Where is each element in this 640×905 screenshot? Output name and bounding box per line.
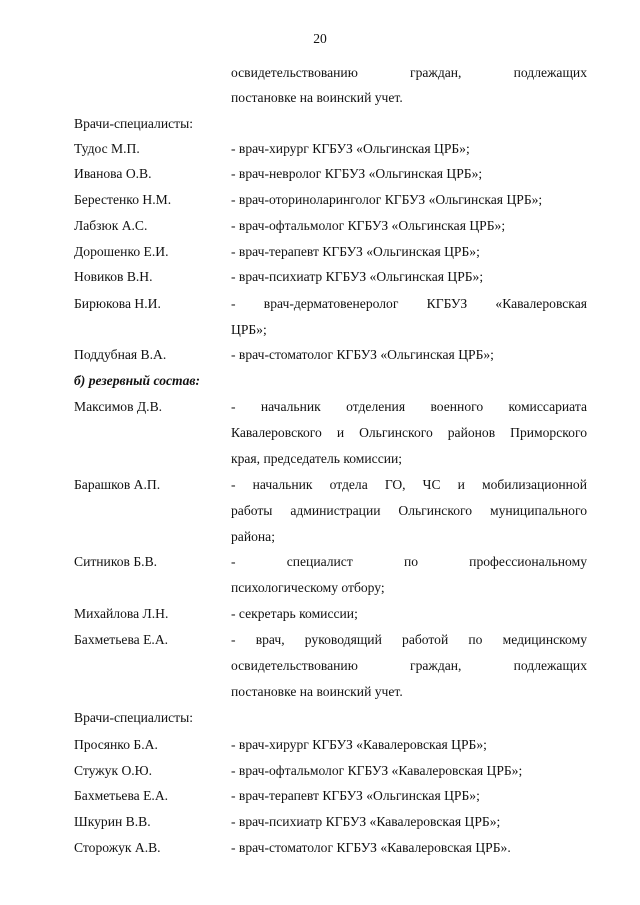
member-role: - врач-терапевт КГБУЗ «Ольгинская ЦРБ»; — [231, 244, 480, 259]
member-role-line-1: - специалист по профессиональному — [231, 554, 587, 569]
member-name: Тудос М.П. — [74, 141, 140, 156]
member-role-line-1: - начальник отделения военного комиссариата — [231, 399, 587, 414]
member-name: Иванова О.В. — [74, 166, 152, 181]
member-name: Михайлова Л.Н. — [74, 606, 169, 621]
member-name: Бахметьева Е.А. — [74, 632, 169, 647]
member-role: - врач-офтальмолог КГБУЗ «Ольгинская ЦРБ»; — [231, 218, 506, 233]
continuation-line-2: постановке на воинский учет. — [231, 90, 403, 105]
member-name: Просянко Б.А. — [74, 737, 158, 752]
member-name: Новиков В.Н. — [74, 269, 153, 284]
member-role-line-1: - врач, руководящий работой по медицинскому — [231, 632, 587, 647]
member-name: Поддубная В.А. — [74, 347, 167, 362]
member-name: Барашков А.П. — [74, 477, 161, 492]
member-name: Ситников Б.В. — [74, 554, 158, 569]
member-role-line-3: края, председатель комиссии; — [231, 451, 403, 466]
member-role-line-1: - начальник отдела ГО, ЧС и мобилизационной — [231, 477, 587, 492]
member-role: - врач-хирург КГБУЗ «Ольгинская ЦРБ»; — [231, 141, 470, 156]
member-role: - секретарь комиссии; — [231, 606, 358, 621]
member-name: Дорошенко Е.И. — [74, 244, 169, 259]
member-name: Сторожук А.В. — [74, 840, 161, 855]
member-name: Максимов Д.В. — [74, 399, 163, 414]
member-role: - врач-терапевт КГБУЗ «Ольгинская ЦРБ»; — [231, 788, 480, 803]
member-name: Лабзюк А.С. — [74, 218, 148, 233]
continuation-line-1: освидетельствованию граждан, подлежащих — [231, 65, 587, 80]
member-role-line-2: освидетельствованию граждан, подлежащих — [231, 658, 587, 673]
member-role-line-2: Кавалеровского и Ольгинского районов Приморского — [231, 425, 587, 440]
member-role: - врач-оториноларинголог КГБУЗ «Ольгинская ЦРБ»; — [231, 192, 543, 207]
member-role: - врач-стоматолог КГБУЗ «Кавалеровская ЦРБ». — [231, 840, 511, 855]
member-role-line-2: работы администрации Ольгинского муниципального — [231, 503, 587, 518]
member-name: Шкурин В.В. — [74, 814, 151, 829]
member-role-line-3: постановке на воинский учет. — [231, 684, 403, 699]
member-role: - врач-невролог КГБУЗ «Ольгинская ЦРБ»; — [231, 166, 483, 181]
main-specialists-heading: Врачи-специалисты: — [74, 116, 193, 131]
reserve-specialists-heading: Врачи-специалисты: — [74, 710, 193, 725]
member-name: Берестенко Н.М. — [74, 192, 172, 207]
page-number: 20 — [313, 31, 327, 46]
member-role-line-3: района; — [231, 529, 275, 544]
member-name: Бахметьева Е.А. — [74, 788, 169, 803]
member-role-line-2: ЦРБ»; — [231, 322, 267, 337]
member-role: - врач-стоматолог КГБУЗ «Ольгинская ЦРБ»; — [231, 347, 494, 362]
member-role: - врач-психиатр КГБУЗ «Ольгинская ЦРБ»; — [231, 269, 484, 284]
member-role: - врач-офтальмолог КГБУЗ «Кавалеровская ЦРБ»; — [231, 763, 523, 778]
reserve-heading: б) резервный состав: — [74, 373, 201, 388]
member-role-line-1: - врач-дерматовенеролог КГБУЗ «Кавалеровская — [231, 296, 587, 311]
member-name: Бирюкова Н.И. — [74, 296, 161, 311]
member-name: Стужук О.Ю. — [74, 763, 153, 778]
member-role-line-2: психологическому отбору; — [231, 580, 385, 595]
member-role: - врач-психиатр КГБУЗ «Кавалеровская ЦРБ»; — [231, 814, 501, 829]
member-role: - врач-хирург КГБУЗ «Кавалеровская ЦРБ»; — [231, 737, 487, 752]
